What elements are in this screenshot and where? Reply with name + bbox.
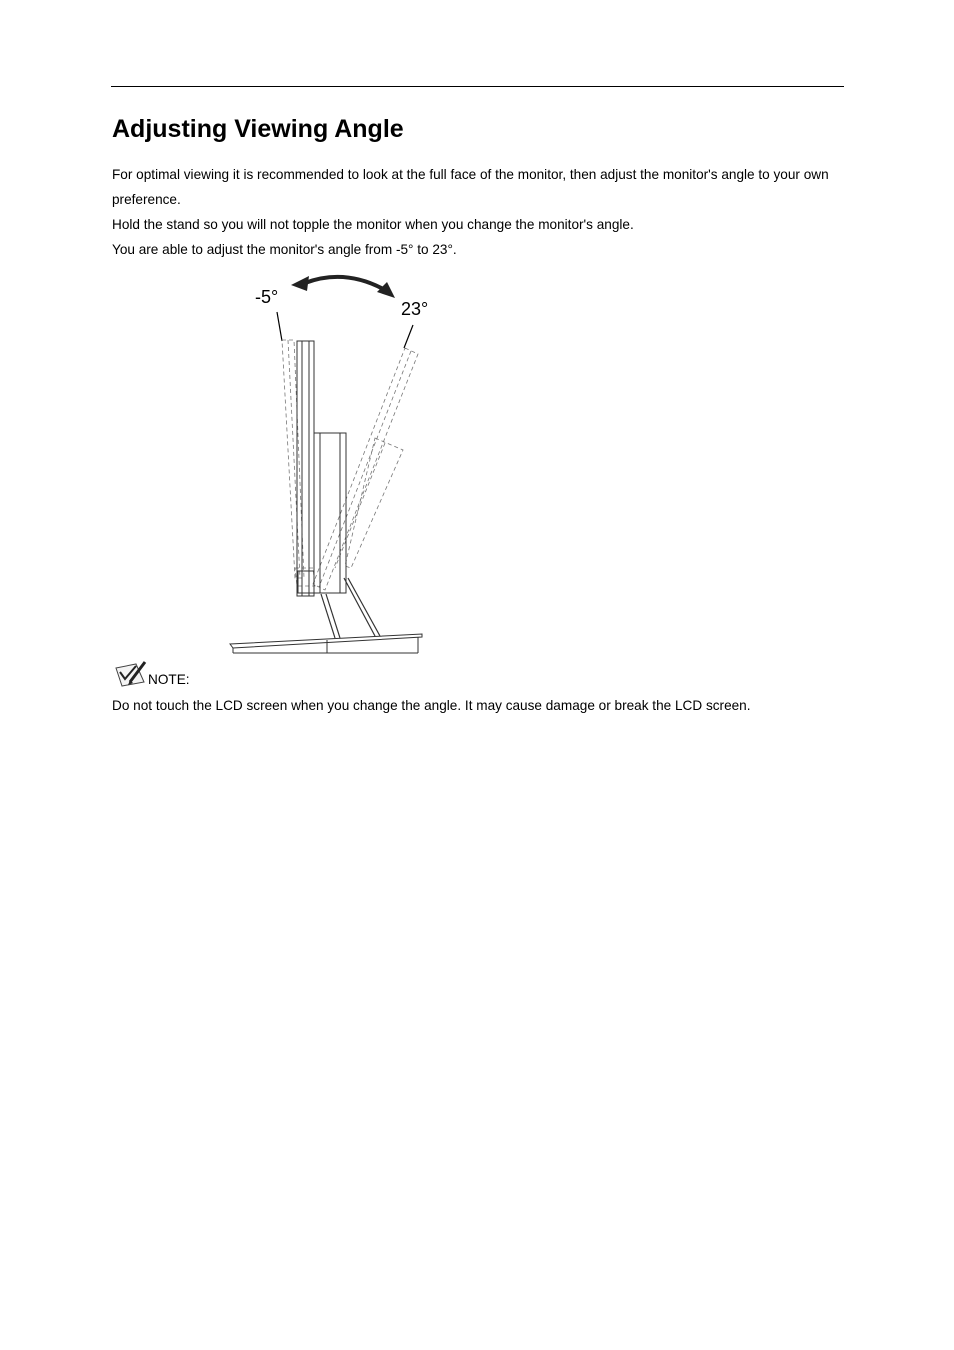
note-paragraph: Do not touch the LCD screen when you change the angle. It may cause damage or break the LCD screen. bbox=[112, 698, 751, 713]
max-angle-leader bbox=[404, 325, 413, 348]
stand-paragraph: Hold the stand so you will not topple the monitor when you change the monitor's angle. bbox=[112, 217, 634, 232]
angle-range-paragraph: You are able to adjust the monitor's angle from -5° to 23°. bbox=[112, 242, 457, 257]
header-rule bbox=[111, 86, 844, 87]
max-angle-label: 23° bbox=[401, 299, 429, 319]
monitor-upright bbox=[297, 341, 346, 596]
min-angle-leader bbox=[277, 312, 282, 341]
monitor-outline-minus5 bbox=[282, 340, 315, 586]
tilt-arrow-icon bbox=[291, 276, 395, 298]
monitor-base bbox=[230, 634, 422, 653]
note-label: NOTE: bbox=[148, 672, 190, 687]
intro-paragraph: For optimal viewing it is recommended to look at the full face of the monitor, then adjust the monitor's angle to your own preference. bbox=[112, 167, 829, 207]
monitor-tilt-illustration bbox=[225, 268, 435, 660]
monitor-outline-23 bbox=[313, 348, 418, 590]
tilt-angle-diagram bbox=[225, 268, 435, 660]
monitor-stand bbox=[321, 578, 380, 638]
page-title: Adjusting Viewing Angle bbox=[112, 115, 404, 143]
note-pencil-icon bbox=[114, 660, 148, 688]
min-angle-label: -5° bbox=[255, 287, 279, 307]
